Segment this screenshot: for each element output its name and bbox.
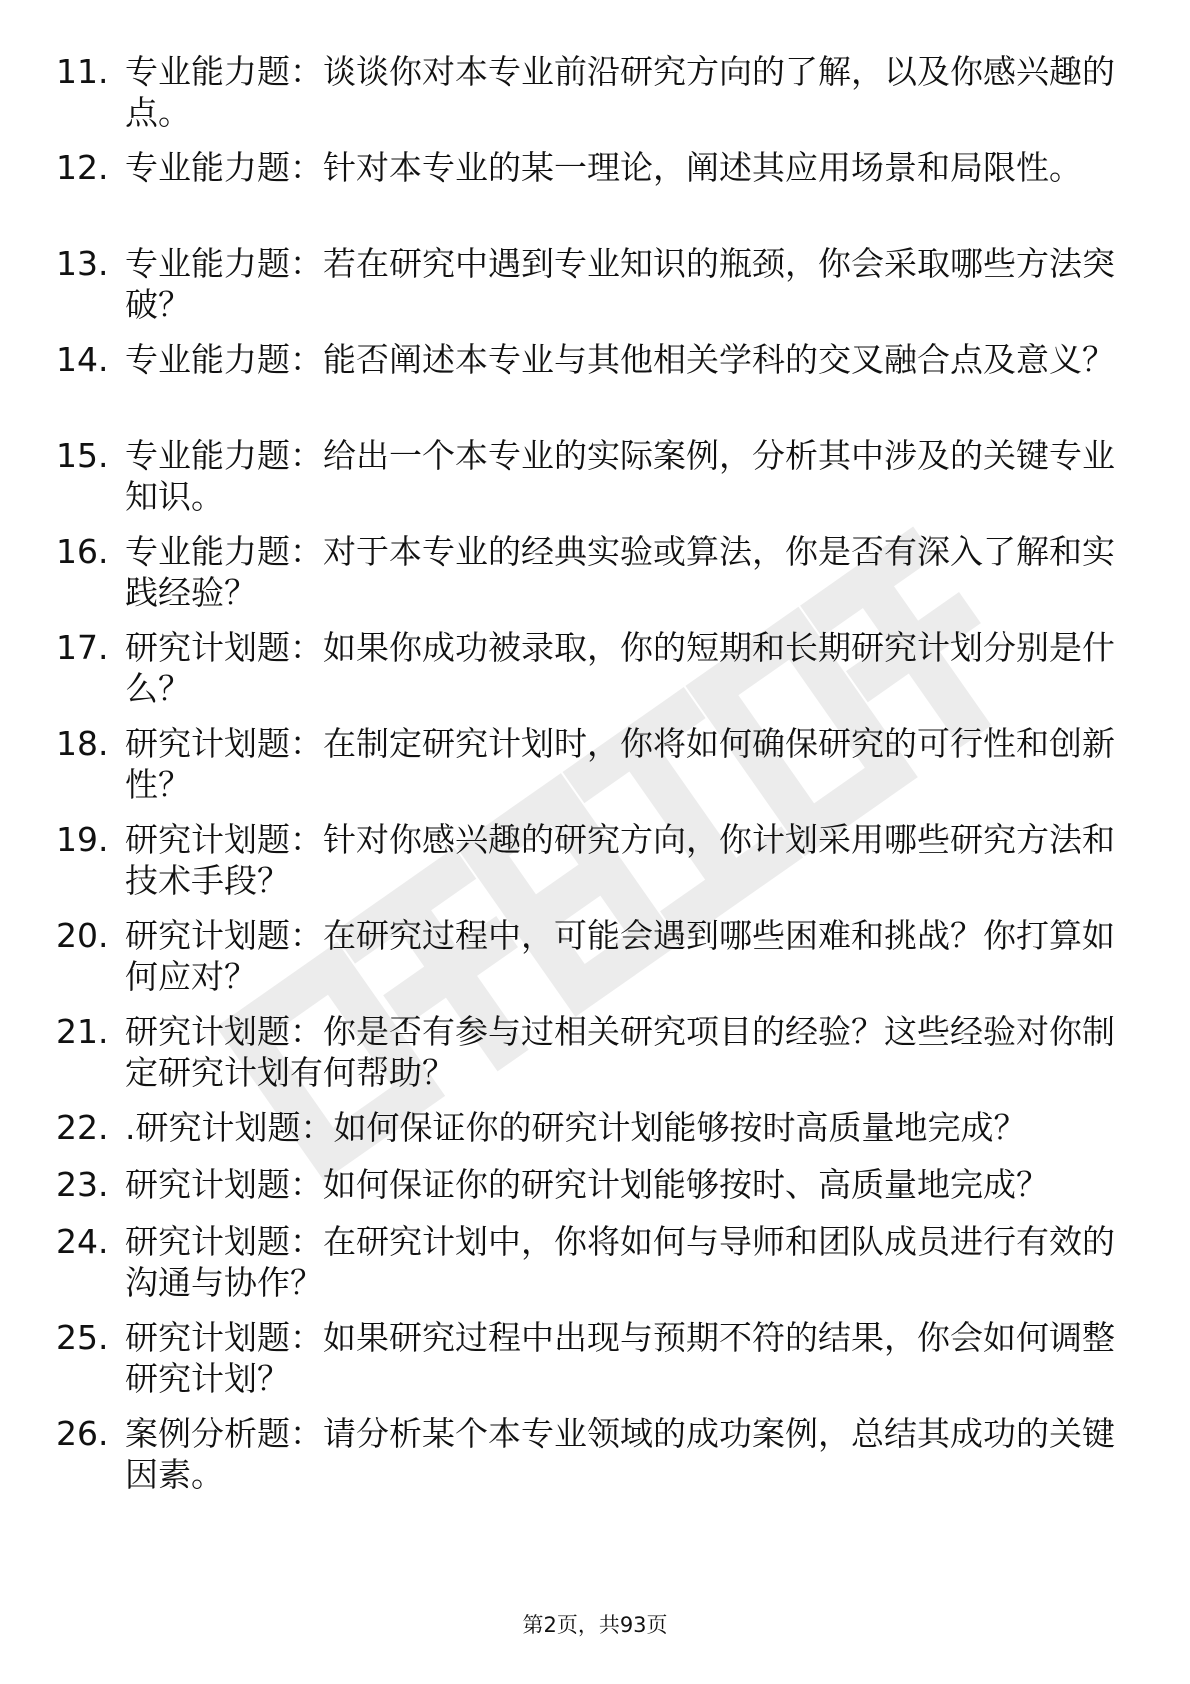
question-item [56, 1011, 1136, 1093]
question-text: 案例分析题：请分析某个本专业领域的成功案例，总结其成功的关键因素。 [125, 1414, 1115, 1494]
question-text: 专业能力题：谈谈你对本专业前沿研究方向的了解，以及你感兴趣的点。 [125, 52, 1115, 132]
question-number: 16. [56, 532, 109, 571]
question-item [56, 147, 1136, 188]
question-text: 专业能力题：针对本专业的某一理论，阐述其应用场景和局限性。 [125, 148, 1082, 187]
question-text: 专业能力题：给出一个本专业的实际案例，分析其中涉及的关键专业知识。 [125, 436, 1115, 516]
page-footer [0, 1612, 1190, 1638]
question-item [56, 1107, 1136, 1148]
question-text: 研究计划题：如何保证你的研究计划能够按时、高质量地完成？ [125, 1165, 1049, 1204]
question-number: 15. [56, 436, 109, 475]
question-text: 研究计划题：在研究过程中，可能会遇到哪些困难和挑战？你打算如何应对？ [125, 916, 1115, 996]
question-number: 25. [56, 1318, 109, 1357]
question-text: 研究计划题：如果你成功被录取，你的短期和长期研究计划分别是什么？ [125, 628, 1115, 708]
question-text: .研究计划题：如何保证你的研究计划能够按时高质量地完成？ [125, 1108, 1027, 1147]
question-item [56, 627, 1136, 709]
question-text: 研究计划题：在制定研究计划时，你将如何确保研究的可行性和创新性？ [125, 724, 1115, 804]
page-number: 第2页，共93页 [522, 1613, 668, 1637]
question-item [56, 1221, 1136, 1303]
question-item [56, 723, 1136, 805]
question-number: 13. [56, 244, 109, 283]
question-item [56, 339, 1136, 380]
question-number: 26. [56, 1414, 109, 1453]
question-number: 21. [56, 1012, 109, 1051]
question-item [56, 531, 1136, 613]
question-number: 24. [56, 1222, 109, 1261]
question-number: 14. [56, 340, 109, 379]
question-item [56, 915, 1136, 997]
question-item [56, 51, 1136, 133]
question-number: 17. [56, 628, 109, 667]
question-number: 23. [56, 1165, 109, 1204]
question-number: 18. [56, 724, 109, 763]
question-item [56, 1317, 1136, 1399]
question-item [56, 435, 1136, 517]
question-text: 专业能力题：能否阐述本专业与其他相关学科的交叉融合点及意义？ [125, 340, 1115, 379]
question-text: 专业能力题：对于本专业的经典实验或算法，你是否有深入了解和实践经验？ [125, 532, 1115, 612]
question-text: 研究计划题：如果研究过程中出现与预期不符的结果，你会如何调整研究计划？ [125, 1318, 1115, 1398]
question-text: 研究计划题：针对你感兴趣的研究方向，你计划采用哪些研究方法和技术手段？ [125, 820, 1115, 900]
question-text: 专业能力题：若在研究中遇到专业知识的瓶颈，你会采取哪些方法突破？ [125, 244, 1115, 324]
question-item [56, 819, 1136, 901]
question-text: 研究计划题：你是否有参与过相关研究项目的经验？这些经验对你制定研究计划有何帮助？ [125, 1012, 1115, 1092]
question-number: 22. [56, 1108, 109, 1147]
question-number: 19. [56, 820, 109, 859]
question-number: 11. [56, 52, 109, 91]
question-number: 12. [56, 148, 109, 187]
question-item [56, 1413, 1136, 1495]
question-item [56, 1164, 1136, 1205]
question-number: 20. [56, 916, 109, 955]
question-item [56, 243, 1136, 325]
question-text: 研究计划题：在研究计划中，你将如何与导师和团队成员进行有效的沟通与协作？ [125, 1222, 1115, 1302]
